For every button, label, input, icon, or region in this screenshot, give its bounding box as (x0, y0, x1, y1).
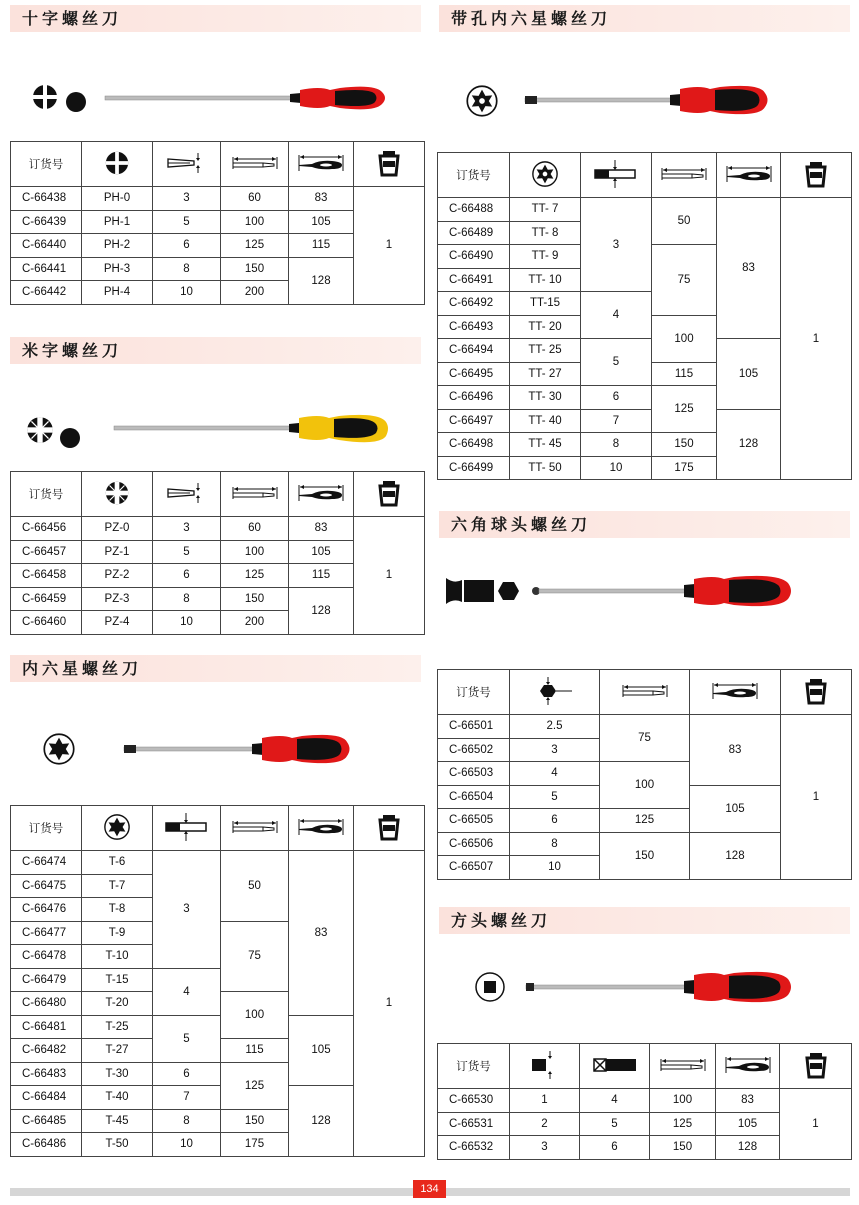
order-number-cell: C-66499 (438, 456, 510, 480)
spec-cell: 100 (221, 210, 289, 234)
blade-length-icon (658, 1055, 708, 1075)
spec-cell: 105 (717, 339, 781, 410)
spec-cell (600, 670, 690, 715)
table-row (438, 198, 852, 222)
spec-cell: 5 (580, 1112, 650, 1136)
phillips-tip-icon (103, 149, 131, 177)
order-number-cell: C-66481 (11, 1015, 82, 1039)
section-title-pozi: 米字螺丝刀 (10, 337, 421, 364)
section-title-square: 方头螺丝刀 (439, 907, 850, 934)
spec-cell (354, 806, 425, 851)
spec-cell: 7 (153, 1086, 221, 1110)
spec-cell: T-40 (82, 1086, 153, 1110)
spec-cell: 83 (716, 1089, 780, 1113)
order-number-cell: C-66491 (438, 268, 510, 292)
spec-cell: 125 (221, 564, 289, 588)
order-number-cell: C-66486 (11, 1133, 82, 1157)
spec-cell: 3 (153, 517, 221, 541)
spec-cell: 10 (153, 281, 221, 305)
spec-cell: 125 (650, 1112, 716, 1136)
phillips-screwdriver-image (30, 78, 400, 118)
spec-cell: 100 (221, 540, 289, 564)
order-number-header: 订货号 (11, 142, 82, 187)
order-number-cell: C-66477 (11, 921, 82, 945)
spec-cell: 5 (581, 339, 652, 386)
spec-cell (289, 472, 354, 517)
spec-cell: 100 (652, 315, 717, 362)
spec-cell: PZ-1 (82, 540, 153, 564)
spec-cell: TT-15 (510, 292, 581, 316)
spec-cell (650, 1044, 716, 1089)
order-number-cell: C-66483 (11, 1062, 82, 1086)
blade-length-icon (230, 153, 280, 173)
spec-cell: 4 (581, 292, 652, 339)
spec-cell: 125 (652, 386, 717, 433)
spec-cell: PH-0 (82, 187, 153, 211)
spec-cell (781, 153, 852, 198)
spec-cell: 60 (221, 187, 289, 211)
spec-cell (510, 153, 581, 198)
order-number-cell: C-66458 (11, 564, 82, 588)
order-number-header: 订货号 (438, 670, 510, 715)
spec-cell (354, 472, 425, 517)
hex-ball-tip-icon (498, 582, 519, 600)
spec-cell: 83 (717, 198, 781, 339)
spec-cell: TT- 30 (510, 386, 581, 410)
square-tip-icon (484, 981, 496, 993)
pozi-screwdriver-image (24, 408, 394, 452)
torx-spec-table (10, 805, 425, 1157)
order-number-cell: C-66476 (11, 898, 82, 922)
quantity-cell: 1 (781, 715, 852, 880)
order-number-cell: C-66439 (11, 210, 82, 234)
order-number-header: 订货号 (438, 153, 510, 198)
order-number-cell: C-66504 (438, 785, 510, 809)
spec-cell: PH-1 (82, 210, 153, 234)
spec-cell: 150 (221, 587, 289, 611)
spec-cell: 150 (650, 1136, 716, 1160)
order-number-cell: C-66460 (11, 611, 82, 635)
spec-cell: 83 (289, 187, 354, 211)
pozi-tip-icon (103, 479, 131, 507)
table-row (438, 715, 852, 739)
order-number-cell: C-66492 (438, 292, 510, 316)
square-screwdriver-image (474, 966, 804, 1008)
spec-cell (781, 670, 852, 715)
spec-cell: 115 (221, 1039, 289, 1063)
spec-cell: 150 (221, 257, 289, 281)
spec-cell: PZ-0 (82, 517, 153, 541)
spec-cell (82, 806, 153, 851)
quantity-box-icon (804, 160, 828, 188)
spec-cell: 50 (221, 851, 289, 922)
order-number-cell: C-66490 (438, 245, 510, 269)
spec-cell: 125 (221, 1062, 289, 1109)
order-number-cell: C-66493 (438, 315, 510, 339)
quantity-box-icon (804, 1051, 828, 1079)
spec-cell: 4 (153, 968, 221, 1015)
order-number-cell: C-66474 (11, 851, 82, 875)
spec-cell: 83 (289, 851, 354, 1016)
ball-hex-spec-table (437, 669, 852, 880)
order-number-header: 订货号 (438, 1044, 510, 1089)
spec-cell: 5 (510, 785, 600, 809)
quantity-cell: 1 (781, 198, 852, 480)
spec-cell: 8 (153, 587, 221, 611)
spec-cell: 6 (581, 386, 652, 410)
spec-cell: 100 (650, 1089, 716, 1113)
table-row (438, 1089, 852, 1113)
spec-cell: 4 (580, 1089, 650, 1113)
spec-cell: 3 (581, 198, 652, 292)
tip-diameter-icon (164, 148, 210, 178)
spec-cell: 6 (153, 564, 221, 588)
spec-cell: 105 (289, 210, 354, 234)
spec-cell: 200 (221, 281, 289, 305)
table-row (11, 851, 425, 875)
blade-length-icon (230, 483, 280, 503)
spec-cell: PZ-3 (82, 587, 153, 611)
spec-cell (221, 806, 289, 851)
spec-cell: 105 (289, 1015, 354, 1086)
handle-length-icon (296, 483, 346, 503)
order-number-cell: C-66498 (438, 433, 510, 457)
spec-cell: 1 (510, 1089, 580, 1113)
spec-cell: 128 (289, 257, 354, 304)
spec-cell: 100 (600, 762, 690, 809)
spec-cell: T-8 (82, 898, 153, 922)
spec-cell: 3 (510, 738, 600, 762)
spec-cell (82, 142, 153, 187)
table-row (11, 187, 425, 211)
spec-cell: T-9 (82, 921, 153, 945)
spec-cell: 5 (153, 1015, 221, 1062)
spec-cell: TT- 7 (510, 198, 581, 222)
order-number-cell: C-66502 (438, 738, 510, 762)
spec-cell: 5 (153, 210, 221, 234)
tamper-torx-tip-icon (531, 160, 559, 188)
order-number-cell: C-66475 (11, 874, 82, 898)
spec-cell: T-20 (82, 992, 153, 1016)
order-number-cell: C-66506 (438, 832, 510, 856)
page-number: 134 (413, 1180, 446, 1198)
spec-cell: 75 (600, 715, 690, 762)
spec-cell: T-25 (82, 1015, 153, 1039)
handle-length-icon (723, 1055, 773, 1075)
spec-cell (354, 142, 425, 187)
spec-cell: 8 (510, 832, 600, 856)
spec-cell: TT- 50 (510, 456, 581, 480)
tip-diameter-icon (164, 478, 210, 508)
spec-cell: 83 (289, 517, 354, 541)
spec-cell: 6 (153, 1062, 221, 1086)
spec-cell (652, 153, 717, 198)
spec-cell: 10 (581, 456, 652, 480)
spec-cell (716, 1044, 780, 1089)
order-number-cell: C-66497 (438, 409, 510, 433)
spec-cell: 8 (153, 1109, 221, 1133)
order-number-cell: C-66494 (438, 339, 510, 363)
quantity-cell: 1 (780, 1089, 852, 1160)
spec-cell: 10 (153, 1133, 221, 1157)
section-title-tamper-torx: 带孔内六星螺丝刀 (439, 5, 850, 32)
spec-cell: PH-2 (82, 234, 153, 258)
order-number-cell: C-66459 (11, 587, 82, 611)
spec-cell: 115 (289, 234, 354, 258)
spec-cell: 8 (153, 257, 221, 281)
spec-cell: 115 (289, 564, 354, 588)
section-title-torx: 内六星螺丝刀 (10, 655, 421, 682)
order-number-cell: C-66532 (438, 1136, 510, 1160)
spec-cell: 75 (652, 245, 717, 316)
spec-cell (82, 472, 153, 517)
quantity-box-icon (377, 479, 401, 507)
order-number-cell: C-66482 (11, 1039, 82, 1063)
tamper-torx-screwdriver-image (465, 80, 805, 122)
spec-cell: PZ-4 (82, 611, 153, 635)
spec-cell: 5 (153, 540, 221, 564)
handle-length-icon (296, 153, 346, 173)
spec-cell: 83 (690, 715, 781, 786)
spec-cell: 6 (510, 809, 600, 833)
order-number-cell: C-66484 (11, 1086, 82, 1110)
spec-cell: 175 (652, 456, 717, 480)
quantity-box-icon (377, 149, 401, 177)
order-number-cell: C-66478 (11, 945, 82, 969)
spec-cell: T-45 (82, 1109, 153, 1133)
spec-cell: 115 (652, 362, 717, 386)
order-number-cell: C-66441 (11, 257, 82, 281)
spec-cell: TT- 45 (510, 433, 581, 457)
quantity-box-icon (804, 677, 828, 705)
spec-cell: 6 (580, 1136, 650, 1160)
spec-cell: T-50 (82, 1133, 153, 1157)
spec-cell: 100 (221, 992, 289, 1039)
handle-length-icon (724, 164, 774, 184)
spec-cell: 3 (510, 1136, 580, 1160)
spec-cell: 150 (221, 1109, 289, 1133)
spec-cell: 10 (510, 856, 600, 880)
spec-cell: 75 (221, 921, 289, 992)
spec-cell: 200 (221, 611, 289, 635)
order-number-cell: C-66489 (438, 221, 510, 245)
tamper-torx-spec-table (437, 152, 852, 480)
order-number-cell: C-66442 (11, 281, 82, 305)
order-number-header: 订货号 (11, 806, 82, 851)
order-number-cell: C-66438 (11, 187, 82, 211)
spec-cell: 8 (581, 433, 652, 457)
spec-cell: 175 (221, 1133, 289, 1157)
spec-cell: TT- 8 (510, 221, 581, 245)
spec-cell: T-27 (82, 1039, 153, 1063)
quantity-cell: 1 (354, 851, 425, 1157)
spec-cell: 125 (221, 234, 289, 258)
order-number-cell: C-66480 (11, 992, 82, 1016)
order-number-cell: C-66457 (11, 540, 82, 564)
order-number-cell: C-66495 (438, 362, 510, 386)
spec-cell: T-7 (82, 874, 153, 898)
quantity-cell: 1 (354, 517, 425, 635)
square-spec-table (437, 1043, 852, 1160)
order-number-cell: C-66503 (438, 762, 510, 786)
spec-cell: 125 (600, 809, 690, 833)
spec-cell: 105 (690, 785, 781, 832)
spec-cell (153, 806, 221, 851)
spec-cell: TT- 25 (510, 339, 581, 363)
spec-cell: T-10 (82, 945, 153, 969)
blade-length-icon (659, 164, 709, 184)
spec-cell (690, 670, 781, 715)
spec-cell: 60 (221, 517, 289, 541)
spec-cell: 128 (717, 409, 781, 480)
order-number-cell: C-66496 (438, 386, 510, 410)
spec-cell: 105 (289, 540, 354, 564)
spec-cell: TT- 27 (510, 362, 581, 386)
spec-cell: 10 (153, 611, 221, 635)
spec-cell: T-6 (82, 851, 153, 875)
spec-cell: 128 (690, 832, 781, 879)
spec-cell: 128 (289, 587, 354, 634)
spec-cell (510, 1044, 580, 1089)
spec-cell (153, 472, 221, 517)
spec-cell: TT- 40 (510, 409, 581, 433)
tamper-torx-tip-icon (467, 86, 496, 115)
phillips-tip-icon (33, 85, 57, 109)
order-number-cell: C-66456 (11, 517, 82, 541)
spec-cell: T-30 (82, 1062, 153, 1086)
order-number-cell: C-66485 (11, 1109, 82, 1133)
spec-cell: 128 (716, 1136, 780, 1160)
spec-cell: 3 (153, 187, 221, 211)
quantity-box-icon (377, 813, 401, 841)
spec-cell: PH-4 (82, 281, 153, 305)
quantity-cell: 1 (354, 187, 425, 305)
spec-cell (717, 153, 781, 198)
order-number-cell: C-66440 (11, 234, 82, 258)
spec-cell: 6 (153, 234, 221, 258)
spec-cell: TT- 10 (510, 268, 581, 292)
spec-cell: 50 (652, 198, 717, 245)
spec-cell: 2 (510, 1112, 580, 1136)
spec-cell: PZ-2 (82, 564, 153, 588)
hex-ball-tip-icon (532, 676, 578, 706)
spec-cell: 150 (600, 832, 690, 879)
spec-cell (289, 806, 354, 851)
tip-diameter-icon (593, 159, 639, 189)
tip-length-icon (590, 1055, 640, 1075)
section-title-phillips: 十字螺丝刀 (10, 5, 421, 32)
order-number-cell: C-66501 (438, 715, 510, 739)
order-number-cell: C-66505 (438, 809, 510, 833)
spec-cell: 7 (581, 409, 652, 433)
spec-cell (581, 153, 652, 198)
blade-length-icon (230, 817, 280, 837)
spec-cell: 150 (652, 433, 717, 457)
torx-screwdriver-image (42, 728, 392, 772)
spec-cell (221, 472, 289, 517)
spec-cell: TT- 9 (510, 245, 581, 269)
spec-cell: 2.5 (510, 715, 600, 739)
table-row (11, 517, 425, 541)
spec-cell: 4 (510, 762, 600, 786)
spec-cell: TT- 20 (510, 315, 581, 339)
torx-tip-icon (103, 813, 131, 841)
order-number-cell: C-66507 (438, 856, 510, 880)
spec-cell: 128 (289, 1086, 354, 1157)
square-tip-icon (522, 1050, 568, 1080)
order-number-cell: C-66530 (438, 1089, 510, 1113)
pozi-tip-icon (27, 417, 53, 443)
ball-hex-screwdriver-image (444, 570, 804, 614)
torx-tip-icon (44, 734, 73, 763)
tip-diameter-icon (164, 812, 210, 842)
order-number-cell: C-66488 (438, 198, 510, 222)
spec-cell: PH-3 (82, 257, 153, 281)
section-title-ball-hex: 六角球头螺丝刀 (439, 511, 850, 538)
order-number-cell: C-66479 (11, 968, 82, 992)
spec-cell (153, 142, 221, 187)
handle-length-icon (710, 681, 760, 701)
spec-cell: 105 (716, 1112, 780, 1136)
spec-cell (580, 1044, 650, 1089)
phillips-spec-table (10, 141, 425, 305)
spec-cell (221, 142, 289, 187)
blade-length-icon (620, 681, 670, 701)
spec-cell (289, 142, 354, 187)
spec-cell: 3 (153, 851, 221, 969)
spec-cell (510, 670, 600, 715)
spec-cell (780, 1044, 852, 1089)
pozi-spec-table (10, 471, 425, 635)
spec-cell: T-15 (82, 968, 153, 992)
handle-length-icon (296, 817, 346, 837)
order-number-header: 订货号 (11, 472, 82, 517)
order-number-cell: C-66531 (438, 1112, 510, 1136)
